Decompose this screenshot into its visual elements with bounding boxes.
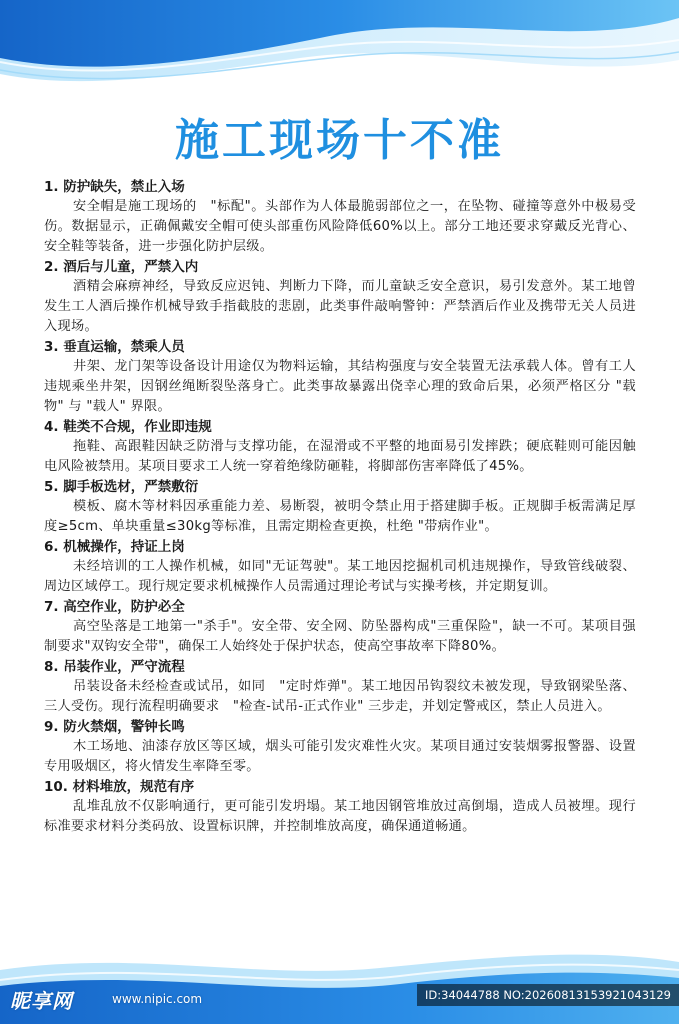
content-body (44, 178, 636, 838)
section-5 (44, 478, 636, 537)
section-4 (44, 418, 636, 477)
section-text: 安全帽是施工现场的 "标配"。头部作为人体最脆弱部位之一，在坠物、碰撞等意外中极易受伤。数据显示，正确佩戴安全帽可使头部重伤风险降低60%以上。部分工地还要求穿戴反光背心、安全鞋等装备，进一步强化防护层级。 (44, 199, 636, 254)
section-heading: 3. 垂直运输，禁乘人员 (44, 339, 185, 355)
section-7 (44, 598, 636, 657)
section-text: 木工场地、油漆存放区等区域，烟头可能引发灾难性火灾。某项目通过安装烟雾报警器、设置专用吸烟区，将火情发生率降至零。 (44, 739, 636, 774)
section-text: 吊装设备未经检查或试吊，如同 "定时炸弹"。某工地因吊钩裂纹未被发现，导致钢梁坠落、三人受伤。现行流程明确要求 "检查-试吊-正式作业" 三步走，并划定警戒区，禁止人员进入。 (44, 679, 636, 714)
section-text: 未经培训的工人操作机械，如同"无证驾驶"。某工地因挖掘机司机违规操作，导致管线破裂、周边区域停工。现行规定要求机械操作人员需通过理论考试与实操考核，并定期复训。 (44, 559, 636, 594)
bottom-wave-decoration (0, 940, 679, 1024)
section-9 (44, 718, 636, 777)
watermark-logo: 昵享网 (10, 989, 73, 1013)
section-heading: 10. 材料堆放，规范有序 (44, 779, 195, 795)
section-heading: 2. 酒后与儿童，严禁入内 (44, 259, 199, 275)
section-text: 乱堆乱放不仅影响通行，更可能引发坍塌。某工地因钢管堆放过高倒塌，造成人员被埋。现行标准要求材料分类码放、设置标识牌，并控制堆放高度，确保通道畅通。 (44, 799, 636, 834)
watermark-id: ID:34044788 NO:20260813153921043129 (417, 984, 679, 1006)
section-text: 井架、龙门架等设备设计用途仅为物料运输，其结构强度与安全装置无法承载人体。曾有工人违规乘坐井架，因钢丝绳断裂坠落身亡。此类事故暴露出侥幸心理的致命后果，必须严格区分 "载物" 与 "载人" 界限。 (44, 359, 636, 414)
section-10 (44, 778, 636, 837)
section-heading: 9. 防火禁烟，警钟长鸣 (44, 719, 185, 735)
section-text: 模板、腐木等材料因承重能力差、易断裂，被明令禁止用于搭建脚手板。正规脚手板需满足厚度≥5cm、单块重量≤30kg等标准，且需定期检查更换，杜绝 "带病作业"。 (44, 499, 636, 534)
watermark-url: www.nipic.com (112, 992, 203, 1006)
section-heading: 6. 机械操作，持证上岗 (44, 539, 185, 555)
section-1 (44, 178, 636, 257)
section-3 (44, 338, 636, 417)
section-heading: 4. 鞋类不合规，作业即违规 (44, 419, 212, 435)
section-2 (44, 258, 636, 337)
top-wave-decoration (0, 0, 679, 100)
section-heading: 7. 高空作业，防护必全 (44, 599, 185, 615)
section-text: 拖鞋、高跟鞋因缺乏防滑与支撑功能，在湿滑或不平整的地面易引发摔跌；硬底鞋则可能因触电风险被禁用。某项目要求工人统一穿着绝缘防砸鞋，将脚部伤害率降低了45%。 (44, 439, 636, 474)
section-heading: 5. 脚手板选材，严禁敷衍 (44, 479, 199, 495)
section-heading: 8. 吊装作业，严守流程 (44, 659, 185, 675)
page-title: 施工现场十不准 (175, 115, 504, 166)
section-heading: 1. 防护缺失，禁止入场 (44, 179, 185, 195)
section-6 (44, 538, 636, 597)
section-8 (44, 658, 636, 717)
section-text: 酒精会麻痹神经，导致反应迟钝、判断力下降，而儿童缺乏安全意识，易引发意外。某工地曾发生工人酒后操作机械导致手指截肢的悲剧，此类事件敲响警钟：严禁酒后作业及携带无关人员进入现场。 (44, 279, 636, 334)
section-text: 高空坠落是工地第一"杀手"。安全带、安全网、防坠器构成"三重保险"，缺一不可。某项目强制要求"双钩安全带"，确保工人始终处于保护状态，使高空事故率下降80%。 (44, 619, 636, 654)
